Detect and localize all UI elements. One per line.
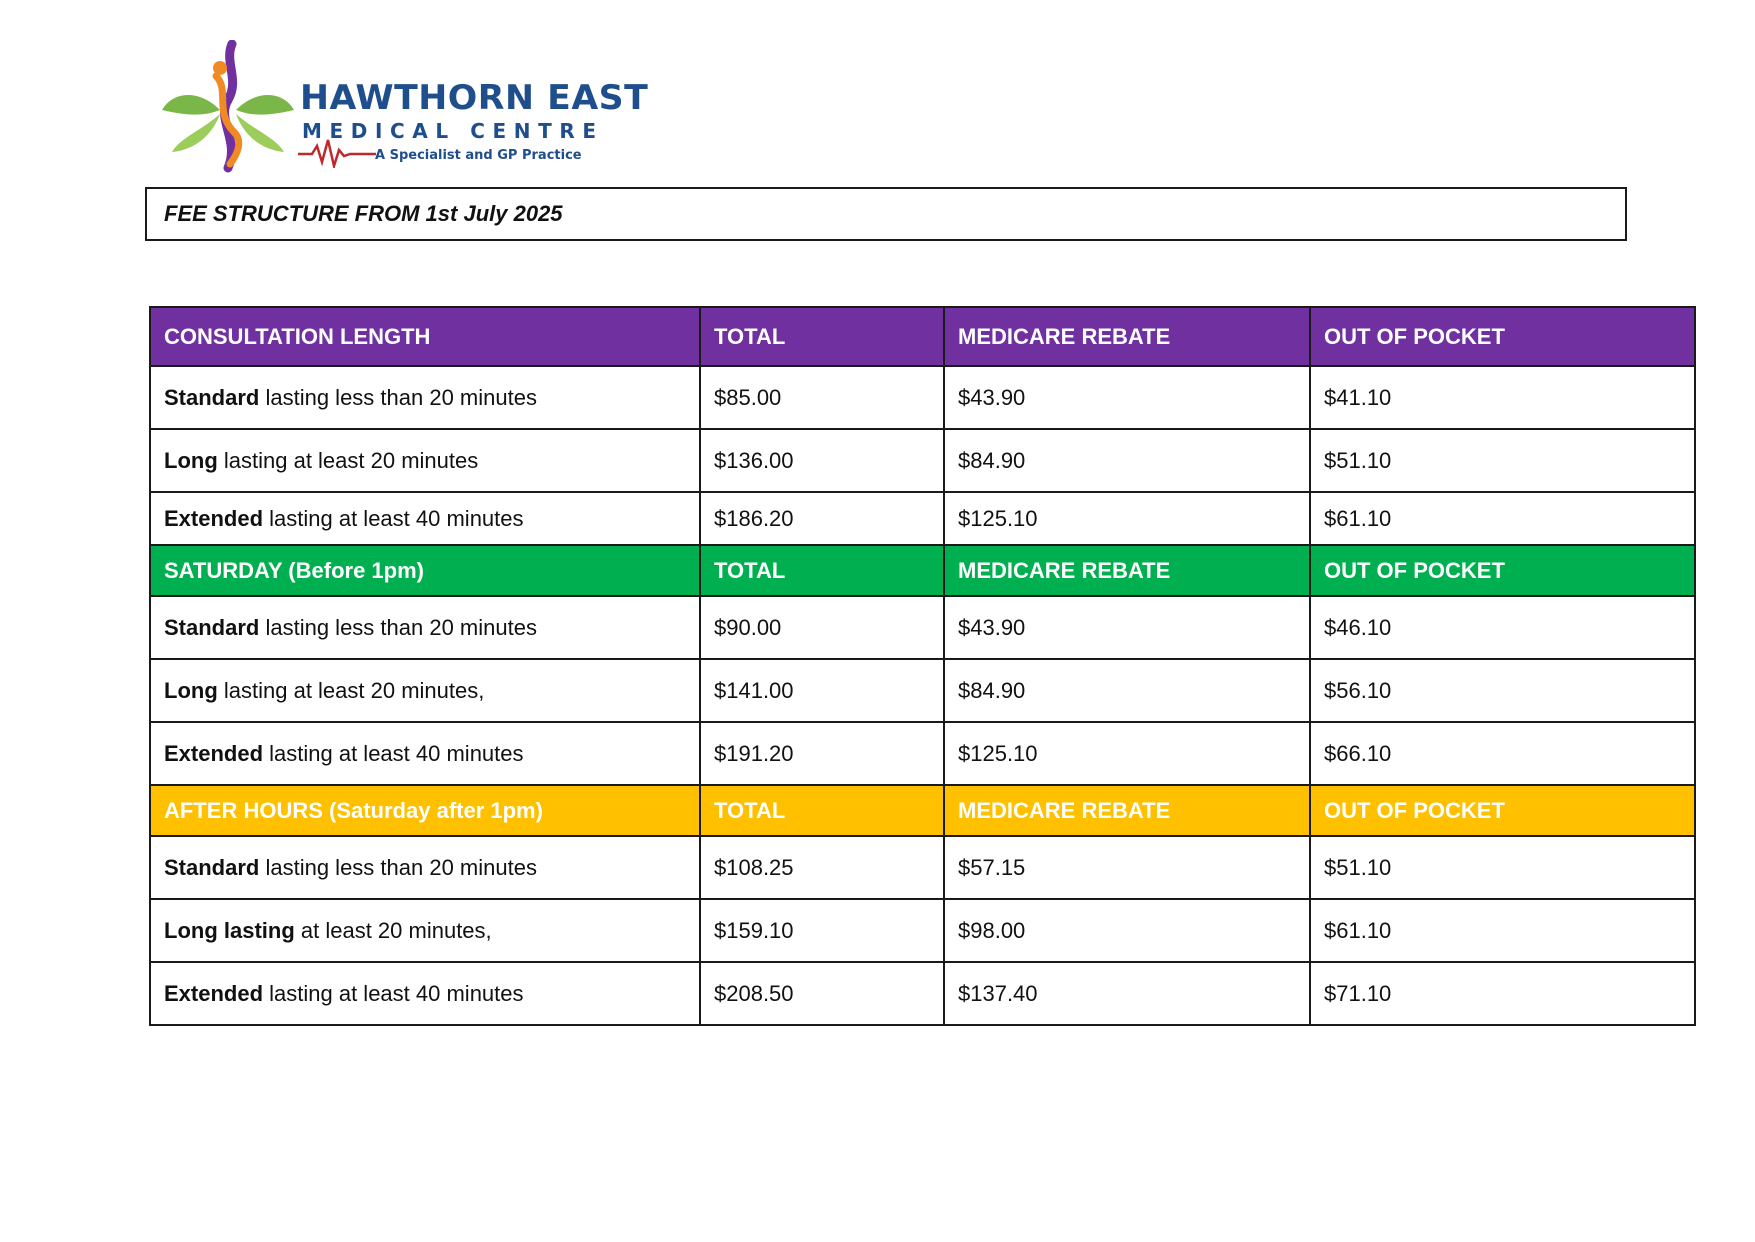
rebate-cell: $43.90 bbox=[944, 366, 1310, 429]
table-row bbox=[150, 962, 1695, 1025]
consultation-type: Standard bbox=[164, 384, 260, 410]
total-cell: $141.00 bbox=[700, 659, 944, 722]
total-cell: $191.20 bbox=[700, 722, 944, 785]
consultation-description: lasting less than 20 minutes bbox=[259, 854, 537, 880]
consultation-description: lasting at least 20 minutes, bbox=[217, 677, 485, 703]
consultation-length-cell bbox=[150, 596, 700, 659]
logo-emblem-icon bbox=[158, 40, 298, 180]
header-cell: MEDICARE REBATE bbox=[944, 785, 1310, 836]
consultation-description: lasting less than 20 minutes bbox=[259, 384, 537, 410]
rebate-cell: $125.10 bbox=[944, 492, 1310, 545]
out-of-pocket-cell: $61.10 bbox=[1310, 492, 1695, 545]
section-header-after-hours bbox=[150, 785, 1695, 836]
logo-tagline: A Specialist and GP Practice bbox=[375, 148, 582, 163]
consultation-type: Extended bbox=[164, 980, 264, 1006]
consultation-description: lasting at least 40 minutes bbox=[263, 740, 524, 766]
consultation-description: lasting at least 40 minutes bbox=[263, 505, 524, 531]
consultation-length-cell bbox=[150, 722, 700, 785]
consultation-type: Long bbox=[164, 677, 218, 703]
total-cell: $208.50 bbox=[700, 962, 944, 1025]
header-cell: TOTAL bbox=[700, 785, 944, 836]
clinic-logo bbox=[158, 40, 649, 180]
header-cell: TOTAL bbox=[700, 545, 944, 596]
heartbeat-icon bbox=[298, 138, 378, 168]
consultation-type: Extended bbox=[164, 505, 264, 531]
consultation-length-cell bbox=[150, 492, 700, 545]
consultation-description: at least 20 minutes, bbox=[294, 917, 492, 943]
table-row bbox=[150, 492, 1695, 545]
logo-subtitle: MEDICAL CENTRE bbox=[302, 119, 604, 143]
consultation-length-cell bbox=[150, 659, 700, 722]
out-of-pocket-cell: $41.10 bbox=[1310, 366, 1695, 429]
total-cell: $186.20 bbox=[700, 492, 944, 545]
rebate-cell: $137.40 bbox=[944, 962, 1310, 1025]
header-cell: MEDICARE REBATE bbox=[944, 545, 1310, 596]
rebate-cell: $57.15 bbox=[944, 836, 1310, 899]
header-cell: OUT OF POCKET bbox=[1310, 785, 1695, 836]
table-row bbox=[150, 596, 1695, 659]
total-cell: $85.00 bbox=[700, 366, 944, 429]
consultation-type: Long bbox=[164, 447, 218, 473]
consultation-type: Long lasting bbox=[164, 917, 295, 943]
total-cell: $90.00 bbox=[700, 596, 944, 659]
header-cell: SATURDAY (Before 1pm) bbox=[150, 545, 700, 596]
section-header-consultation bbox=[150, 307, 1695, 366]
out-of-pocket-cell: $66.10 bbox=[1310, 722, 1695, 785]
fee-table bbox=[149, 306, 1696, 1026]
out-of-pocket-cell: $61.10 bbox=[1310, 899, 1695, 962]
consultation-length-cell bbox=[150, 366, 700, 429]
rebate-cell: $98.00 bbox=[944, 899, 1310, 962]
rebate-cell: $84.90 bbox=[944, 659, 1310, 722]
total-cell: $159.10 bbox=[700, 899, 944, 962]
consultation-type: Extended bbox=[164, 740, 264, 766]
out-of-pocket-cell: $51.10 bbox=[1310, 836, 1695, 899]
fee-structure-heading: FEE STRUCTURE FROM 1st July 2025 bbox=[145, 187, 1627, 241]
header-cell: TOTAL bbox=[700, 307, 944, 366]
consultation-length-cell bbox=[150, 899, 700, 962]
consultation-length-cell bbox=[150, 962, 700, 1025]
out-of-pocket-cell: $56.10 bbox=[1310, 659, 1695, 722]
consultation-description: lasting less than 20 minutes bbox=[259, 614, 537, 640]
header-cell: CONSULTATION LENGTH bbox=[150, 307, 700, 366]
out-of-pocket-cell: $51.10 bbox=[1310, 429, 1695, 492]
logo-name: HAWTHORN EAST bbox=[300, 78, 649, 118]
table-row bbox=[150, 899, 1695, 962]
consultation-length-cell bbox=[150, 429, 700, 492]
table-row bbox=[150, 659, 1695, 722]
header-cell: AFTER HOURS (Saturday after 1pm) bbox=[150, 785, 700, 836]
rebate-cell: $84.90 bbox=[944, 429, 1310, 492]
header-cell: OUT OF POCKET bbox=[1310, 307, 1695, 366]
consultation-type: Standard bbox=[164, 854, 260, 880]
header-cell: OUT OF POCKET bbox=[1310, 545, 1695, 596]
table-row bbox=[150, 722, 1695, 785]
rebate-cell: $43.90 bbox=[944, 596, 1310, 659]
table-row bbox=[150, 366, 1695, 429]
table-row bbox=[150, 429, 1695, 492]
consultation-description: lasting at least 40 minutes bbox=[263, 980, 524, 1006]
section-header-saturday bbox=[150, 545, 1695, 596]
rebate-cell: $125.10 bbox=[944, 722, 1310, 785]
consultation-length-cell bbox=[150, 836, 700, 899]
header-cell: MEDICARE REBATE bbox=[944, 307, 1310, 366]
total-cell: $108.25 bbox=[700, 836, 944, 899]
out-of-pocket-cell: $46.10 bbox=[1310, 596, 1695, 659]
consultation-description: lasting at least 20 minutes bbox=[217, 447, 479, 473]
consultation-type: Standard bbox=[164, 614, 260, 640]
total-cell: $136.00 bbox=[700, 429, 944, 492]
out-of-pocket-cell: $71.10 bbox=[1310, 962, 1695, 1025]
table-row bbox=[150, 836, 1695, 899]
